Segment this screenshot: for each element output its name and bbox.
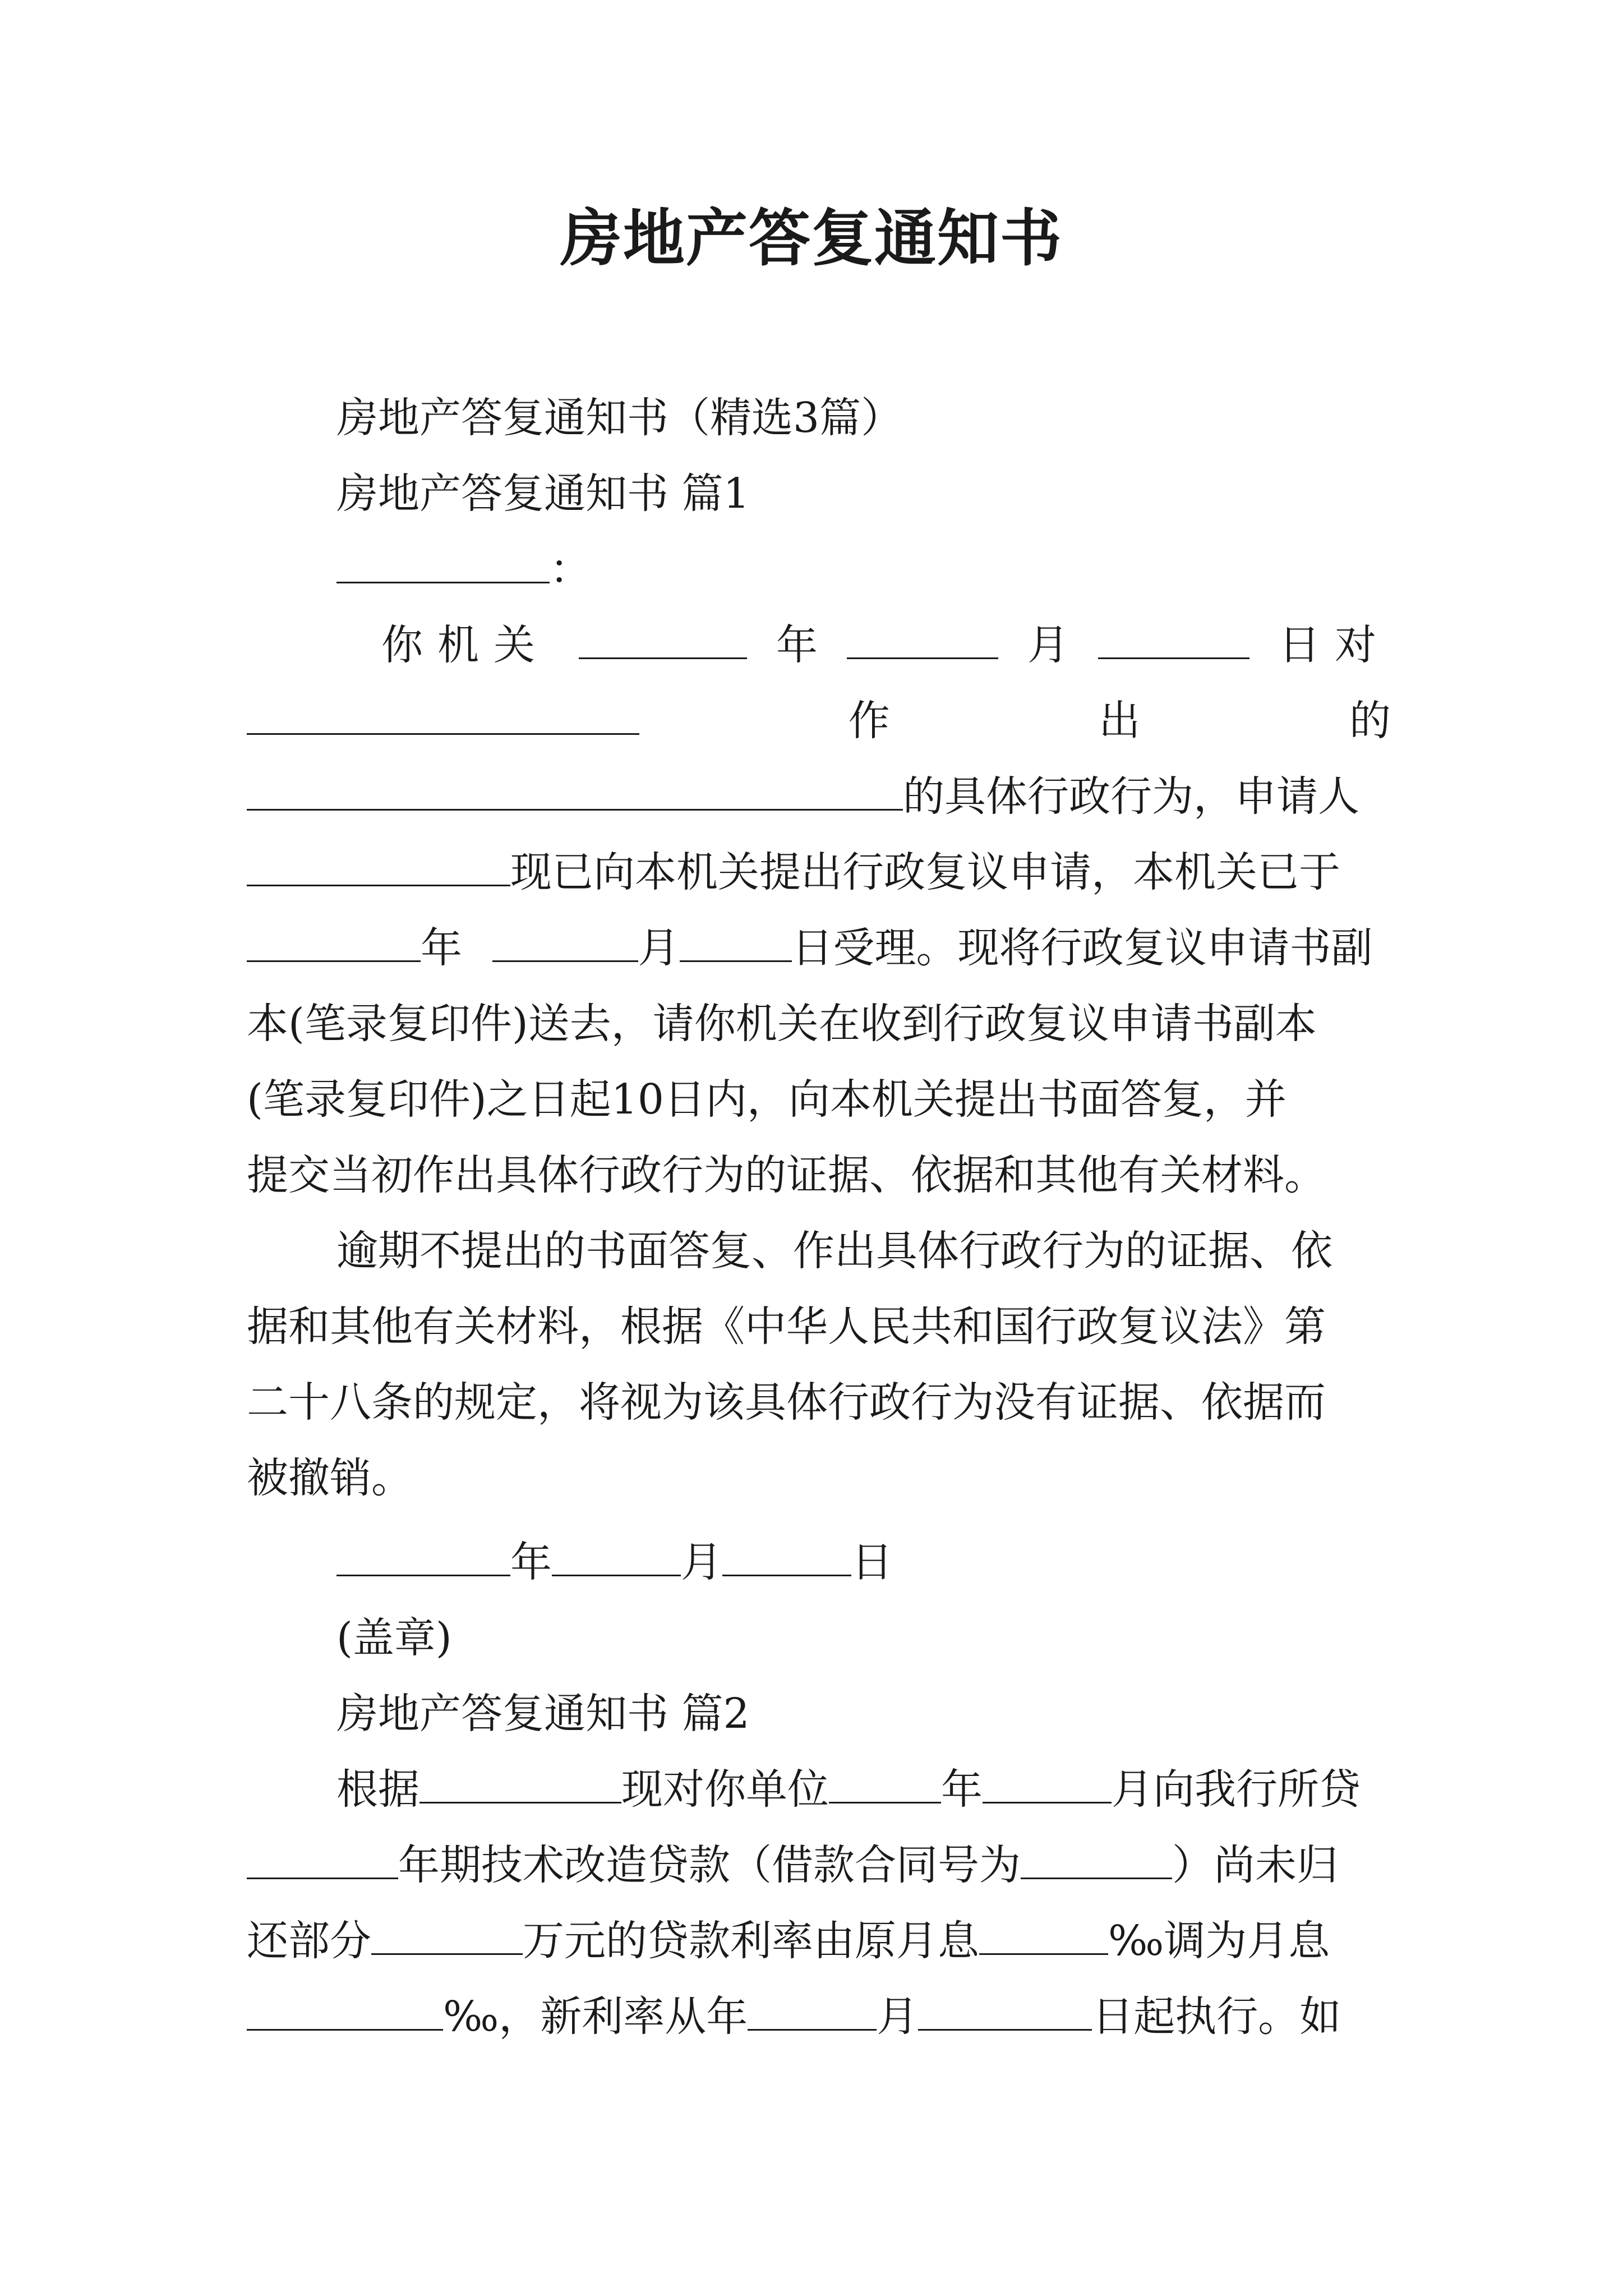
- subtitle: 房地产答复通知书（精选3篇）: [336, 394, 903, 442]
- blank-field: [979, 1914, 1108, 1955]
- blank-field: [247, 1838, 398, 1879]
- p3-text: 月向我行所贷: [1112, 1765, 1361, 1814]
- p1-text: 现已向本机关提出行政复议申请，本机关已于: [510, 848, 1340, 896]
- p3-text: ‰，新利率从年: [443, 1993, 748, 2041]
- blank-field: [371, 1914, 523, 1955]
- addressee-blank: [336, 542, 550, 583]
- p3-line-3: [247, 1910, 1391, 1972]
- p1-line-1: [381, 614, 1391, 676]
- blank-field: [579, 618, 747, 659]
- p1-text: 作: [848, 697, 890, 745]
- day-blank: [722, 1535, 851, 1576]
- blank-field: [419, 1763, 621, 1803]
- p1-line-5: [247, 917, 1391, 979]
- p3-text: ‰调为月息: [1108, 1917, 1330, 1965]
- p2-line-2: 据和其他有关材料，根据《中华人民共和国行政复议法》第: [247, 1303, 1326, 1351]
- blank-field: [247, 1990, 443, 2031]
- p1-text: 的: [1349, 697, 1391, 745]
- p3-line-4: [247, 1986, 1391, 2047]
- p3-line-1: [336, 1759, 1391, 1820]
- blank-field: [247, 694, 639, 735]
- p1-line-3: [247, 766, 1391, 827]
- p3-text: 现对你单位: [621, 1765, 829, 1814]
- section-2-heading: 房地产答复通知书 篇2: [336, 1690, 750, 1738]
- blank-field: [918, 1990, 1092, 2031]
- p3-text: 根据: [336, 1765, 419, 1814]
- p2-line-3: 二十八条的规定，将视为该具体行政行为没有证据、依据而: [247, 1378, 1326, 1427]
- blank-field: [247, 921, 421, 962]
- p1-text: 月: [1027, 621, 1069, 669]
- p3-text: 月: [877, 1993, 919, 2041]
- blank-field: [680, 921, 792, 962]
- month-label: 月: [681, 1538, 722, 1586]
- seal-text: (盖章): [336, 1614, 452, 1662]
- p1-text: 你机关: [381, 621, 550, 669]
- p1-text: 年: [421, 924, 462, 972]
- blank-field: [247, 845, 510, 886]
- p3-text: ）尚未归: [1172, 1841, 1338, 1889]
- p3-text: 还部分: [247, 1917, 371, 1965]
- blank-field: [247, 770, 903, 811]
- blank-field: [748, 1990, 877, 2031]
- salutation-line: [336, 539, 1391, 600]
- blank-field: [829, 1763, 941, 1803]
- blank-field: [1021, 1838, 1172, 1879]
- month-blank: [552, 1535, 681, 1576]
- p2-line-4: 被撤销。: [247, 1454, 413, 1502]
- p1-text: 的具体行政行为，申请人: [903, 772, 1359, 821]
- p1-line-4: [247, 841, 1391, 903]
- p1-line-8: 提交当初作出具体行政行为的证据、依据和其他有关材料。: [247, 1151, 1326, 1199]
- year-blank: [336, 1535, 510, 1576]
- p2-line-1: 逾期不提出的书面答复、作出具体行政行为的证据、依: [336, 1227, 1332, 1275]
- blank-field: [492, 921, 638, 962]
- date-line: [336, 1531, 1391, 1593]
- section-1-heading: 房地产答复通知书 篇1: [336, 470, 750, 518]
- p1-text: 出: [1099, 697, 1141, 745]
- p1-line-6: 本(笔录复印件)送去，请你机关在收到行政复议申请书副本: [247, 1000, 1317, 1048]
- p1-text: 月: [638, 924, 680, 972]
- p3-text: 日起执行。如: [1092, 1993, 1341, 2041]
- day-label: 日: [851, 1538, 893, 1586]
- blank-field: [1098, 618, 1249, 659]
- year-label: 年: [510, 1538, 552, 1586]
- p1-text: 日受理。现将行政复议申请书副: [791, 924, 1373, 972]
- p1-text: 年: [776, 621, 818, 669]
- p1-line-7: (笔录复印件)之日起10日内，向本机关提出书面答复，并: [247, 1075, 1287, 1124]
- blank-field: [847, 618, 998, 659]
- p3-line-2: [247, 1834, 1391, 1896]
- p1-text: 日对: [1279, 621, 1391, 669]
- p3-text: 万元的贷款利率由原月息: [523, 1917, 979, 1965]
- p3-text: 年: [941, 1765, 983, 1814]
- blank-field: [983, 1763, 1112, 1803]
- salutation-colon: ：: [550, 545, 591, 593]
- document-title: 房地产答复通知书: [560, 202, 1063, 274]
- p1-line-2: [247, 690, 1391, 752]
- p3-text: 年期技术改造贷款（借款合同号为: [398, 1841, 1021, 1889]
